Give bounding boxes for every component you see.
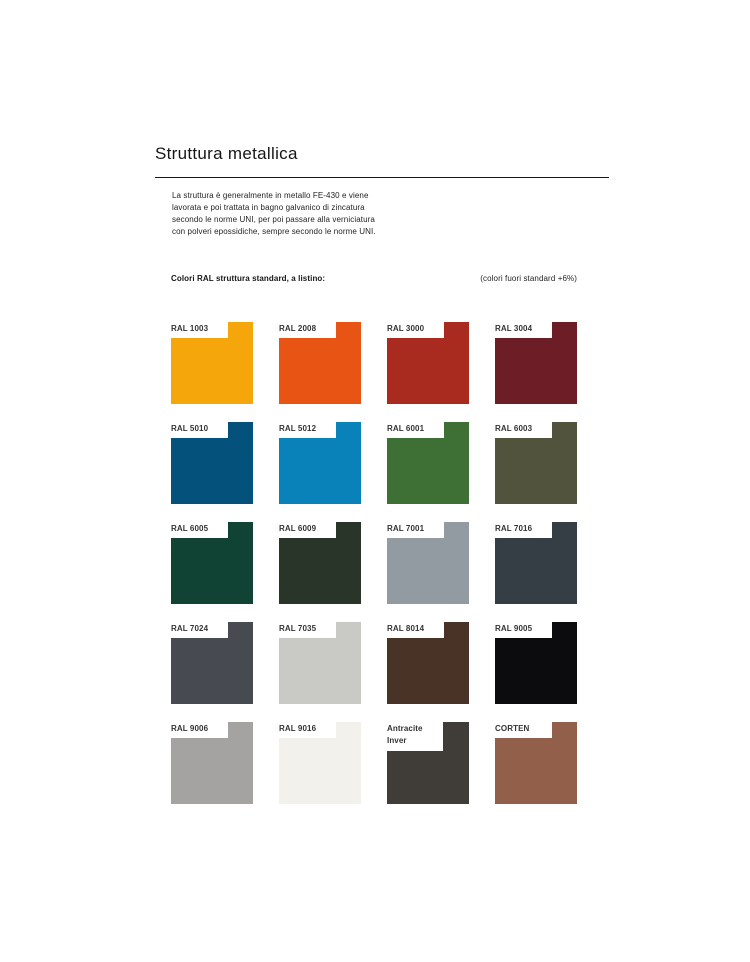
swatch-label: RAL 7016 — [495, 524, 533, 533]
swatch-label: RAL 1003 — [171, 324, 209, 333]
swatch-color-tab — [336, 422, 361, 438]
swatch-color-block — [171, 538, 253, 604]
color-swatch — [279, 522, 361, 604]
swatch-color-tab — [552, 322, 577, 338]
swatch-label: RAL 5012 — [279, 424, 317, 433]
color-swatch — [171, 722, 253, 804]
colors-out-of-standard-note: (colori fuori standard +6%) — [480, 274, 577, 283]
swatch-color-block — [495, 638, 577, 704]
title-divider — [155, 177, 609, 178]
color-swatch — [279, 722, 361, 804]
swatch-color-block — [279, 338, 361, 404]
swatch-color-block — [387, 751, 469, 804]
intro-paragraph — [172, 190, 376, 238]
intro-line: La struttura è generalmente in metallo FE-430 e viene — [172, 191, 369, 200]
color-swatch — [387, 422, 469, 504]
color-swatch — [279, 622, 361, 704]
color-swatch — [387, 522, 469, 604]
swatch-label: RAL 3004 — [495, 324, 533, 333]
swatch-label: RAL 6009 — [279, 524, 317, 533]
swatch-color-tab — [444, 322, 469, 338]
swatch-color-block — [495, 538, 577, 604]
swatch-label: RAL 5010 — [171, 424, 209, 433]
swatch-color-tab — [336, 722, 361, 738]
swatch-color-tab — [336, 622, 361, 638]
swatch-color-tab — [443, 722, 469, 751]
swatch-color-tab — [444, 622, 469, 638]
swatch-color-tab — [228, 322, 253, 338]
swatch-color-block — [495, 338, 577, 404]
swatch-label-line2: Inver — [387, 736, 407, 745]
swatch-label: RAL 8014 — [387, 624, 425, 633]
swatch-label: RAL 3000 — [387, 324, 425, 333]
color-swatch — [387, 322, 469, 404]
swatch-label: RAL 7024 — [171, 624, 209, 633]
swatch-color-block — [279, 438, 361, 504]
swatch-label: RAL 6005 — [171, 524, 209, 533]
color-swatch — [495, 322, 577, 404]
swatch-color-block — [279, 538, 361, 604]
color-swatch — [387, 722, 469, 804]
color-swatch — [495, 422, 577, 504]
swatch-color-tab — [228, 522, 253, 538]
swatch-color-tab — [444, 522, 469, 538]
color-swatch — [279, 422, 361, 504]
colors-section-heading: Colori RAL struttura standard, a listino: — [171, 274, 326, 283]
color-swatch — [171, 622, 253, 704]
swatch-color-tab — [444, 422, 469, 438]
swatch-color-tab — [552, 722, 577, 738]
intro-line: secondo le norme UNI, per poi passare alla verniciatura — [172, 215, 375, 224]
color-swatch — [279, 322, 361, 404]
swatch-color-tab — [228, 422, 253, 438]
swatch-color-block — [171, 638, 253, 704]
color-swatch — [171, 322, 253, 404]
swatch-color-tab — [552, 522, 577, 538]
swatch-label: CORTEN — [495, 724, 530, 733]
swatch-color-block — [495, 738, 577, 804]
swatch-color-tab — [228, 622, 253, 638]
swatch-label: RAL 9006 — [171, 724, 209, 733]
swatch-color-tab — [336, 322, 361, 338]
page-title: Struttura metallica — [155, 144, 298, 163]
color-swatch — [387, 622, 469, 704]
swatch-color-block — [171, 338, 253, 404]
swatch-label: RAL 7001 — [387, 524, 425, 533]
swatch-color-tab — [336, 522, 361, 538]
color-swatch — [171, 422, 253, 504]
swatch-label: RAL 9005 — [495, 624, 533, 633]
swatch-color-block — [387, 538, 469, 604]
swatch-label: RAL 6003 — [495, 424, 533, 433]
swatch-color-block — [387, 638, 469, 704]
swatch-color-block — [171, 438, 253, 504]
intro-line: lavorata e poi trattata in bagno galvanico di zincatura — [172, 203, 365, 212]
ral-swatch-grid — [171, 322, 577, 804]
swatch-color-block — [279, 638, 361, 704]
swatch-label: RAL 2008 — [279, 324, 317, 333]
color-swatch — [495, 722, 577, 804]
swatch-color-block — [279, 738, 361, 804]
swatch-color-block — [387, 338, 469, 404]
swatch-label: RAL 7035 — [279, 624, 317, 633]
intro-line: con polveri epossidiche, sempre secondo le norme UNI. — [172, 227, 376, 236]
swatch-label: RAL 6001 — [387, 424, 425, 433]
swatch-color-block — [387, 438, 469, 504]
swatch-color-block — [171, 738, 253, 804]
color-swatch — [171, 522, 253, 604]
swatch-color-tab — [552, 622, 577, 638]
swatch-label: RAL 9016 — [279, 724, 317, 733]
color-swatch — [495, 622, 577, 704]
swatch-color-tab — [552, 422, 577, 438]
swatch-label: Antracite — [387, 724, 423, 733]
swatch-color-tab — [228, 722, 253, 738]
color-swatch — [495, 522, 577, 604]
swatch-color-block — [495, 438, 577, 504]
